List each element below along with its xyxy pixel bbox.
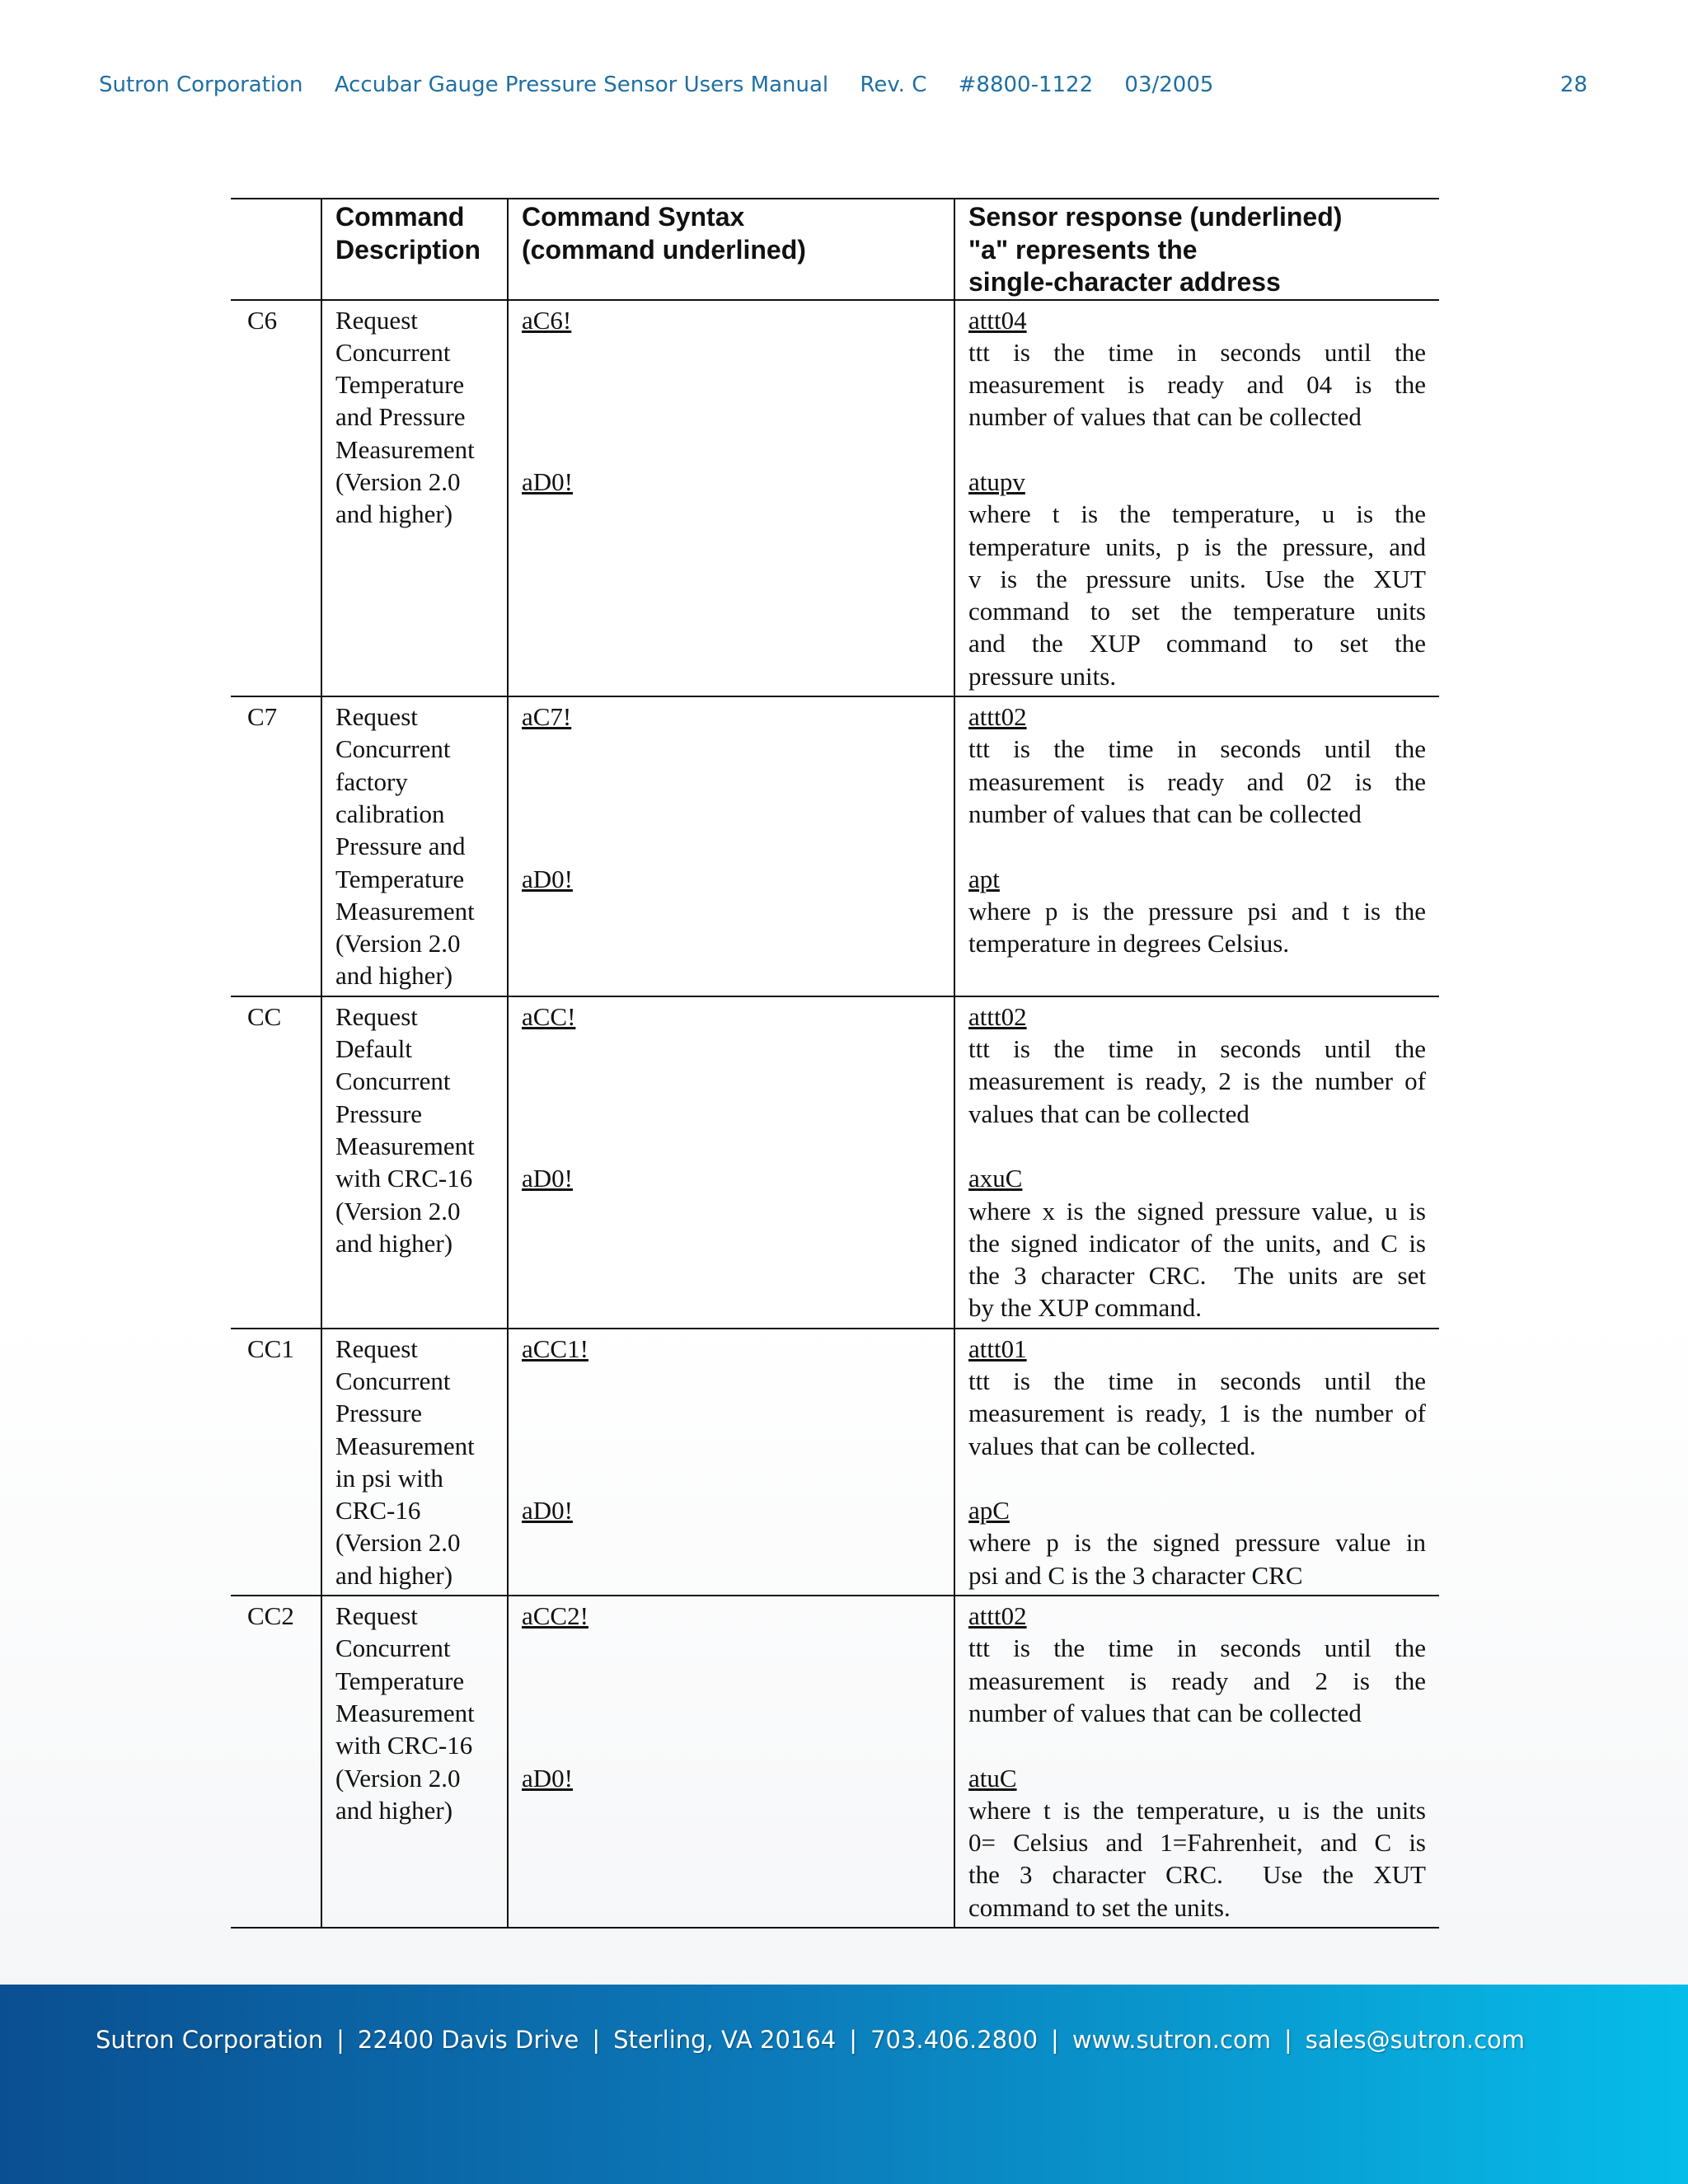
command-description: [321, 996, 508, 1329]
response-data: apC: [968, 1496, 1010, 1526]
header-response-line: "a" represents the: [968, 234, 1198, 265]
response-line: the 3 character CRC. Use the XUT: [968, 1860, 1426, 1890]
description-line: in psi with: [335, 1463, 443, 1493]
header-date: 03/2005: [1124, 73, 1214, 97]
command-syntax: [508, 1329, 954, 1596]
sensor-response: [954, 696, 1439, 996]
syntax-spacer: [522, 1729, 940, 1761]
sensor-response: [954, 996, 1439, 1329]
response-line: measurement is ready and 02 is the: [968, 766, 1426, 796]
response-primary: attt02: [968, 1601, 1027, 1631]
footer-website[interactable]: www.sutron.com: [1071, 2026, 1271, 2054]
response-line: v is the pressure units. Use the XUT: [968, 564, 1426, 593]
syntax-spacer: [522, 733, 940, 765]
response-data: atupv: [968, 466, 1025, 496]
description-line: (Version 2.0: [335, 1528, 461, 1558]
description-line: Request: [335, 1001, 418, 1031]
description-line: Request: [335, 1333, 418, 1363]
response-spacer: [968, 434, 1426, 466]
header-title: Accubar Gauge Pressure Sensor Users Manual: [334, 73, 829, 97]
description-line: (Version 2.0: [335, 466, 461, 496]
response-line: temperature units, p is the pressure, and: [968, 532, 1426, 561]
description-line: (Version 2.0: [335, 929, 461, 958]
response-line: command to set the units.: [968, 1892, 1231, 1922]
description-line: and higher): [335, 1795, 453, 1825]
description-line: Measurement: [335, 1131, 475, 1160]
response-line: number of values that can be collected: [968, 1698, 1362, 1727]
response-line: where t is the temperature, u is the units: [968, 1795, 1426, 1825]
description-line: and higher): [335, 1228, 453, 1258]
command-syntax: [508, 1596, 954, 1928]
footer-email[interactable]: sales@sutron.com: [1305, 2026, 1526, 2054]
description-line: Measurement: [335, 896, 475, 926]
table-row: [231, 300, 1439, 697]
description-line: Measurement: [335, 1431, 475, 1460]
response-line: where p is the signed pressure value in: [968, 1528, 1426, 1558]
response-line: ttt is the time in seconds until the: [968, 1034, 1426, 1064]
response-line: ttt is the time in seconds until the: [968, 1633, 1426, 1663]
description-line: with CRC-16: [335, 1731, 473, 1760]
syntax-spacer: [522, 1632, 940, 1664]
syntax-spacer: [522, 368, 940, 401]
header-doc-number: #8800-1122: [958, 73, 1094, 97]
description-line: Concurrent: [335, 1633, 451, 1663]
table-header-row: [231, 199, 1439, 300]
response-line: measurement is ready, 1 is the number of: [968, 1399, 1426, 1428]
description-line: Measurement: [335, 434, 475, 464]
syntax-spacer: [522, 401, 940, 433]
header-description-line: Description: [335, 234, 481, 265]
response-primary: attt04: [968, 305, 1027, 335]
description-line: Pressure: [335, 1399, 423, 1428]
sensor-response: [954, 1329, 1439, 1596]
footer-city: Sterling, VA 20164: [613, 2026, 837, 2054]
command-syntax-primary: aCC1!: [522, 1333, 588, 1363]
header-syntax-line: (command underlined): [522, 234, 806, 265]
table-row: [231, 996, 1439, 1329]
description-line: Concurrent: [335, 337, 451, 367]
response-line: ttt is the time in seconds until the: [968, 734, 1426, 764]
description-line: Pressure and: [335, 832, 466, 861]
description-line: Default: [335, 1034, 412, 1064]
response-data: axuC: [968, 1164, 1023, 1193]
description-line: Concurrent: [335, 734, 451, 764]
response-line: measurement is ready and 2 is the: [968, 1666, 1426, 1695]
header-company: Sutron Corporation: [99, 73, 303, 97]
header-response-line: single-character address: [968, 267, 1281, 297]
description-line: factory: [335, 766, 408, 796]
command-id: C6: [247, 305, 278, 335]
sensor-response: [954, 1596, 1439, 1928]
footer-separator: |: [1283, 2026, 1292, 2054]
page-footer: [0, 1985, 1688, 2184]
command-id: CC1: [247, 1333, 294, 1363]
command-syntax: [508, 996, 954, 1329]
table-row: [231, 1596, 1439, 1928]
footer-separator: |: [592, 2026, 601, 2054]
description-line: Concurrent: [335, 1366, 451, 1395]
command-syntax-data: aD0!: [522, 1496, 573, 1526]
response-line: where x is the signed pressure value, u is: [968, 1196, 1426, 1226]
response-line: number of values that can be collected: [968, 402, 1362, 432]
syntax-spacer: [522, 1365, 940, 1397]
response-line: the signed indicator of the units, and C is: [968, 1228, 1426, 1258]
footer-company: Sutron Corporation: [96, 2026, 324, 2054]
description-line: Pressure: [335, 1099, 423, 1128]
command-description: [321, 300, 508, 697]
description-line: Temperature: [335, 864, 465, 893]
response-line: by the XUP command.: [968, 1293, 1202, 1323]
command-syntax-primary: aCC2!: [522, 1601, 588, 1631]
response-line: number of values that can be collected: [968, 799, 1362, 828]
syntax-spacer: [522, 1130, 940, 1162]
command-description: [321, 1596, 508, 1928]
description-line: (Version 2.0: [335, 1763, 461, 1793]
command-syntax-primary: aC6!: [522, 305, 572, 335]
syntax-spacer: [522, 766, 940, 798]
description-line: Temperature: [335, 1666, 465, 1695]
description-line: (Version 2.0: [335, 1196, 461, 1226]
response-line: and the XUP command to set the: [968, 629, 1426, 658]
header-response: [954, 199, 1439, 300]
header-syntax-line: Command Syntax: [522, 202, 745, 232]
response-line: command to set the temperature units: [968, 597, 1426, 626]
description-line: calibration: [335, 799, 445, 828]
description-line: Request: [335, 702, 418, 732]
response-line: measurement is ready and 04 is the: [968, 370, 1426, 400]
response-line: psi and C is the 3 character CRC: [968, 1560, 1303, 1590]
response-line: values that can be collected.: [968, 1431, 1256, 1460]
page-number: 28: [1559, 73, 1587, 97]
response-line: ttt is the time in seconds until the: [968, 337, 1426, 367]
footer-separator: |: [849, 2026, 858, 2054]
syntax-spacer: [522, 1033, 940, 1065]
syntax-spacer: [522, 1430, 940, 1462]
header-description: [321, 199, 508, 300]
description-line: and Pressure: [335, 402, 466, 432]
response-primary: attt02: [968, 1001, 1027, 1031]
command-syntax-data: aD0!: [522, 864, 573, 893]
command-id: CC: [247, 1001, 282, 1031]
header-response-line: Sensor response (underlined): [968, 202, 1343, 232]
syntax-spacer: [522, 1462, 940, 1494]
command-id: CC2: [247, 1601, 294, 1631]
response-spacer: [968, 1462, 1426, 1494]
response-line: temperature in degrees Celsius.: [968, 929, 1290, 958]
response-line: pressure units.: [968, 661, 1117, 691]
footer-address: 22400 Davis Drive: [357, 2026, 579, 2054]
command-description: [321, 1329, 508, 1596]
command-syntax-data: aD0!: [522, 1164, 573, 1193]
response-data: apt: [968, 864, 1000, 893]
syntax-spacer: [522, 1697, 940, 1729]
header-description-line: Command: [335, 202, 465, 232]
response-line: ttt is the time in seconds until the: [968, 1366, 1426, 1395]
table-row: [231, 696, 1439, 996]
description-line: CRC-16: [335, 1496, 421, 1526]
command-syntax: [508, 300, 954, 697]
response-primary: attt02: [968, 702, 1027, 732]
command-syntax-data: aD0!: [522, 466, 573, 496]
page-header: [99, 73, 1589, 97]
header-syntax: [508, 199, 954, 300]
response-line: values that can be collected: [968, 1099, 1250, 1128]
header-rev: Rev. C: [860, 73, 927, 97]
command-description: [321, 696, 508, 996]
response-spacer: [968, 830, 1426, 862]
syntax-spacer: [522, 1397, 940, 1429]
description-line: Request: [335, 1601, 418, 1631]
syntax-spacer: [522, 1098, 940, 1130]
response-line: where p is the pressure psi and t is the: [968, 896, 1426, 926]
response-line: 0= Celsius and 1=Fahrenheit, and C is: [968, 1828, 1426, 1858]
command-syntax-primary: aCC!: [522, 1001, 576, 1031]
footer-phone: 703.406.2800: [870, 2026, 1039, 2054]
header-id-cell: [231, 199, 321, 300]
response-line: measurement is ready, 2 is the number of: [968, 1066, 1426, 1096]
response-spacer: [968, 1130, 1426, 1162]
syntax-spacer: [522, 1665, 940, 1697]
description-line: Concurrent: [335, 1066, 451, 1096]
table-row: [231, 1329, 1439, 1596]
footer-contact: [96, 2026, 1525, 2054]
description-line: Request: [335, 305, 418, 335]
syntax-spacer: [522, 798, 940, 830]
footer-separator: |: [336, 2026, 345, 2054]
response-spacer: [968, 1729, 1426, 1761]
command-id: C7: [247, 702, 278, 732]
description-line: with CRC-16: [335, 1164, 473, 1193]
description-line: and higher): [335, 1560, 453, 1590]
response-data: atuC: [968, 1763, 1017, 1793]
syntax-spacer: [522, 830, 940, 862]
description-line: and higher): [335, 961, 453, 991]
response-line: the 3 character CRC. The units are set: [968, 1261, 1426, 1291]
command-syntax-primary: aC7!: [522, 702, 572, 732]
description-line: Temperature: [335, 370, 465, 400]
command-syntax: [508, 696, 954, 996]
syntax-spacer: [522, 336, 940, 368]
response-primary: attt01: [968, 1333, 1027, 1363]
sensor-response: [954, 300, 1439, 697]
footer-separator: |: [1051, 2026, 1059, 2054]
command-table: [231, 198, 1439, 1929]
description-line: and higher): [335, 499, 453, 529]
command-syntax-data: aD0!: [522, 1763, 573, 1793]
response-line: where t is the temperature, u is the: [968, 499, 1426, 529]
syntax-spacer: [522, 434, 940, 466]
description-line: Measurement: [335, 1698, 475, 1727]
syntax-spacer: [522, 1065, 940, 1097]
